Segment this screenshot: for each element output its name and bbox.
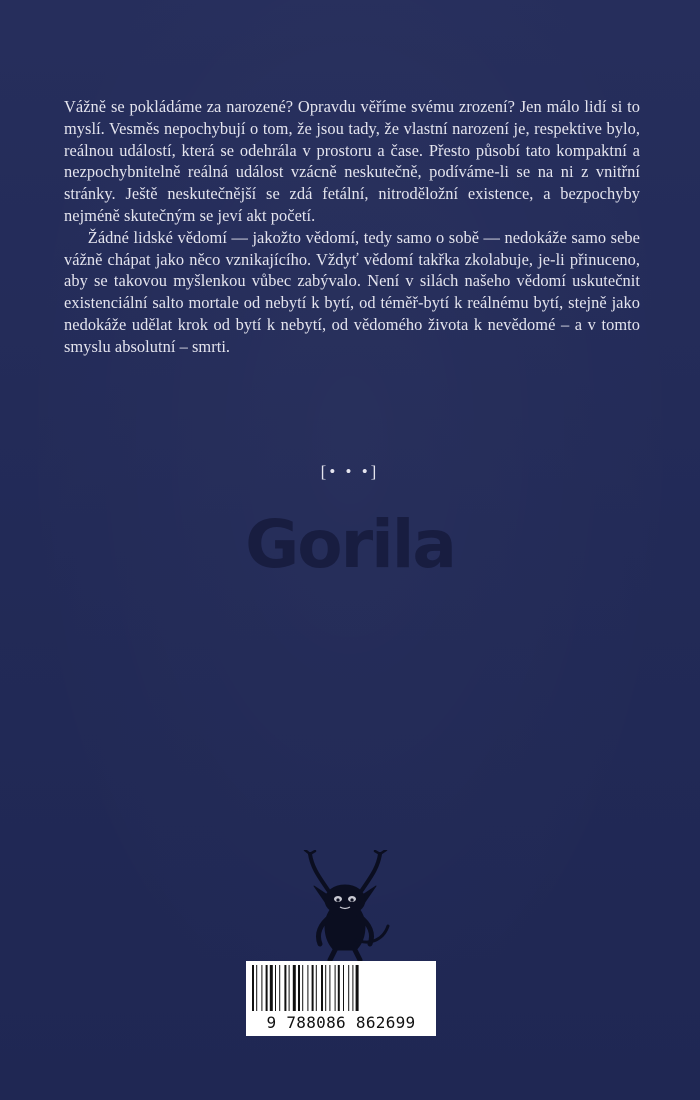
gorilla-demon-logo-icon — [298, 850, 394, 962]
publisher-name: Gorila — [245, 506, 455, 583]
isbn-barcode — [246, 961, 436, 1036]
isbn-number: 9 788086 862699 — [266, 1013, 416, 1032]
omission-mark: [• • •] — [320, 462, 380, 481]
blurb-paragraph-1: Vážně se pokládáme za narozené? Opravdu věříme svému zrození? Jen málo lidí si to myslí. Vesměs nepochybují o tom, že jsou tady, že vlastní narození je, respektive bylo, reálnou událostí, která se odehrála v prostoru a čase. Přesto působí tato kompaktní a nezpochybnitelně reálná událost vzácně neskutečně, podíváme-li se na ni z vnitřní stránky. Ještě neskutečnější se zdá fetální, nitroděložní existence, a bezpochyby nejméně skutečným se jeví akt početí. — [64, 97, 640, 225]
blurb-paragraph-2: Žádné lidské vědomí — jakožto vědomí, tedy samo o sobě — nedokáže samo sebe vážně chápat jako něco vznikajícího. Vždyť vědomí takřka zkolabuje, je-li přinuceno, aby se takovou myšlenkou vůbec zabývalo. Není v silách našeho vědomí uskutečnit existenciální salto mortale od nebytí k bytí, od téměř-bytí k reálnému bytí, stejně jako nedokáže udělat krok od bytí k nebytí, od vědomého života k nevědomé – a v tomto smyslu absolutní – smrti. — [64, 227, 640, 356]
blurb-text — [64, 96, 640, 358]
